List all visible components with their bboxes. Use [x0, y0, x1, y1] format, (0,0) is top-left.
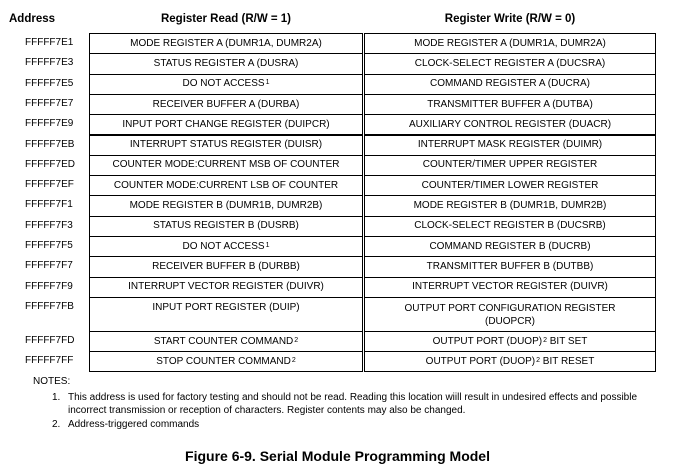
notes-heading: NOTES:: [33, 376, 71, 387]
register-write-suffix: BIT RESET: [540, 355, 595, 367]
note-text: This address is used for factory testing and should not be read. Reading this location wiill result in undesired effects and possible incorrect transmission or reception of characters. Register contents may also be changed.: [68, 392, 638, 416]
register-write-label: COUNTER/TIMER LOWER REGISTER: [421, 179, 599, 191]
register-write-cell: [364, 175, 656, 196]
row-address: FFFFF7EB: [25, 138, 75, 150]
register-write-label: INTERRUPT VECTOR REGISTER (DUIVR): [412, 281, 608, 293]
register-write-cell: [364, 195, 656, 216]
register-write-cell: [364, 236, 656, 257]
register-read-cell: STOP COUNTER COMMAND $^2$: [89, 351, 363, 372]
register-read-cell: [89, 155, 363, 176]
register-read-cell: [89, 53, 363, 74]
register-read-label: INPUT PORT REGISTER (DUIP): [152, 301, 300, 313]
note-number: 1.: [52, 392, 61, 403]
register-write-label: OUTPUT PORT CONFIGURATION REGISTER (DUOPCR): [404, 302, 616, 327]
register-read-cell: DO NOT ACCESS $^1$: [89, 74, 363, 95]
register-write-suffix: BIT SET: [546, 335, 588, 347]
register-write-cell: [364, 277, 656, 298]
register-write-cell: [364, 94, 656, 115]
register-read-cell: [89, 277, 363, 298]
row-address: FFFFF7F1: [25, 199, 73, 211]
register-read-label: INPUT PORT CHANGE REGISTER (DUIPCR): [122, 118, 330, 130]
register-read-label: DO NOT ACCESS: [182, 240, 265, 252]
register-read-cell: [89, 114, 363, 135]
row-address: FFFFF7F9: [25, 280, 73, 292]
register-read-cell: DO NOT ACCESS $^1$: [89, 236, 363, 257]
register-write-cell: [364, 216, 656, 237]
register-read-cell: [89, 297, 363, 332]
register-read-cell: [89, 195, 363, 216]
row-address: FFFFF7EF: [25, 179, 74, 191]
register-write-cell: [364, 256, 656, 277]
register-read-label: COUNTER MODE:CURRENT MSB OF COUNTER: [112, 159, 340, 171]
register-read-label: STOP COUNTER COMMAND: [156, 355, 291, 367]
register-write-cell: [364, 53, 656, 74]
note-text: Address-triggered commands: [68, 419, 200, 430]
register-read-cell: [89, 135, 363, 156]
row-address: FFFFF7E9: [25, 118, 74, 130]
register-read-label: COUNTER MODE:CURRENT LSB OF COUNTER: [113, 179, 339, 191]
register-write-cell: OUTPUT PORT (DUOP) $^2$ BIT SET: [364, 331, 656, 352]
register-write-cell: [364, 155, 656, 176]
row-address: FFFFF7ED: [25, 158, 75, 170]
register-write-label: CLOCK-SELECT REGISTER A (DUCSRA): [414, 57, 606, 69]
register-write-label: OUTPUT PORT (DUOP): [432, 335, 543, 347]
register-read-label: STATUS REGISTER B (DUSRB): [153, 220, 299, 232]
register-write-cell: [364, 114, 656, 135]
register-read-cell: [89, 216, 363, 237]
register-read-cell: [89, 94, 363, 115]
row-address: FFFFF7F3: [25, 219, 73, 231]
note-number: 2.: [52, 419, 61, 430]
register-read-cell: [89, 33, 363, 54]
row-address: FFFFF7E3: [25, 57, 74, 69]
header-register-read: Register Read (R/W = 1): [160, 13, 292, 25]
register-read-cell: START COUNTER COMMAND $^2$: [89, 331, 363, 352]
row-address: FFFFF7F7: [25, 260, 73, 272]
register-read-cell: [89, 256, 363, 277]
register-read-cell: [89, 175, 363, 196]
row-address: FFFFF7FF: [25, 355, 74, 367]
register-write-cell: OUTPUT PORT (DUOP) $^2$ BIT RESET: [364, 351, 656, 372]
register-write-label: MODE REGISTER B (DUMR1B, DUMR2B): [413, 200, 607, 212]
register-read-label: RECEIVER BUFFER A (DURBA): [152, 98, 300, 110]
register-read-label: INTERRUPT VECTOR REGISTER (DUIVR): [128, 281, 324, 293]
register-write-label: MODE REGISTER A (DUMR1A, DUMR2A): [414, 37, 606, 49]
register-write-label: COUNTER/TIMER UPPER REGISTER: [422, 159, 598, 171]
register-write-cell: [364, 33, 656, 54]
register-write-cell: [364, 74, 656, 95]
register-write-label: AUXILIARY CONTROL REGISTER (DUACR): [408, 118, 612, 130]
register-read-label: MODE REGISTER A (DUMR1A, DUMR2A): [130, 37, 322, 49]
register-read-label: DO NOT ACCESS: [182, 78, 265, 90]
header-address: Address: [9, 13, 56, 25]
register-write-cell: [364, 297, 656, 332]
register-write-label: CLOCK-SELECT REGISTER B (DUCSRB): [414, 220, 606, 232]
row-address: FFFFF7E5: [25, 77, 74, 89]
header-register-write: Register Write (R/W = 0): [444, 13, 576, 25]
row-address: FFFFF7FB: [25, 300, 74, 312]
register-write-label: INTERRUPT MASK REGISTER (DUIMR): [417, 139, 603, 151]
register-write-label: OUTPUT PORT (DUOP): [425, 355, 536, 367]
register-read-label: MODE REGISTER B (DUMR1B, DUMR2B): [129, 200, 323, 212]
row-address: FFFFF7FD: [25, 334, 75, 346]
register-read-label: START COUNTER COMMAND: [153, 335, 294, 347]
register-write-label: COMMAND REGISTER A (DUCRA): [429, 78, 590, 90]
register-write-label: COMMAND REGISTER B (DUCRB): [429, 240, 591, 252]
row-address: FFFFF7F5: [25, 240, 73, 251]
register-read-label: RECEIVER BUFFER B (DURBB): [152, 260, 300, 272]
register-read-label: INTERRUPT STATUS REGISTER (DUISR): [129, 139, 323, 151]
row-address: FFFFF7E7: [25, 97, 74, 109]
register-write-label: TRANSMITTER BUFFER A (DUTBA): [427, 98, 593, 110]
register-read-label: STATUS REGISTER A (DUSRA): [153, 57, 299, 69]
register-write-label: TRANSMITTER BUFFER B (DUTBB): [426, 260, 594, 272]
register-write-cell: [364, 135, 656, 156]
figure-caption: Figure 6-9. Serial Module Programming Model: [185, 448, 490, 464]
row-address: FFFFF7E1: [25, 37, 74, 48]
